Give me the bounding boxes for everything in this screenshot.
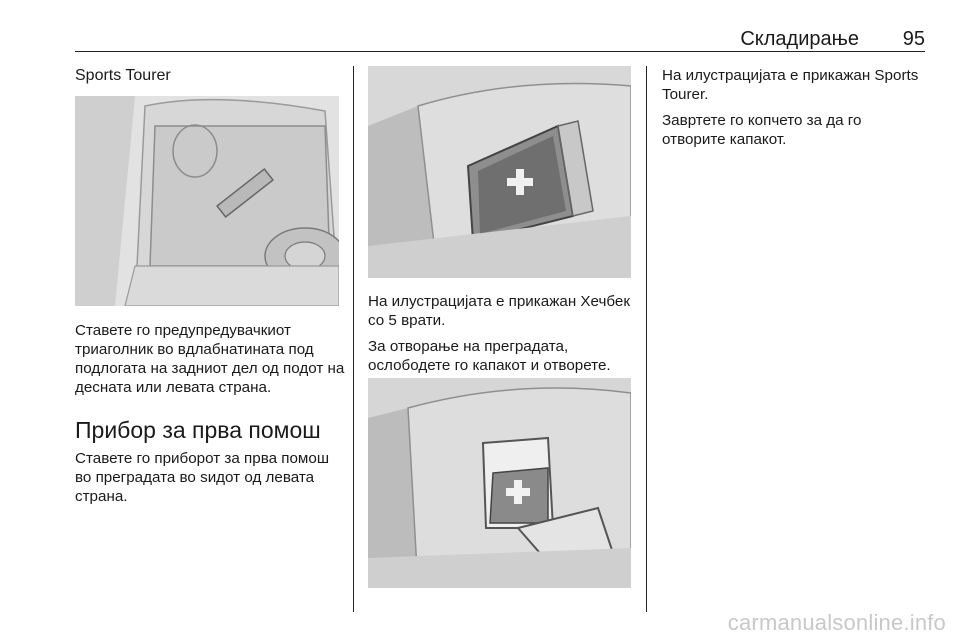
figure-first-aid-hatchback [368, 66, 631, 278]
sports-tourer-compartment-illustration [368, 378, 631, 588]
left-column-body [75, 321, 345, 506]
caption-hatchback: На илустрацијата е прикажан Хечбек со 5 врати. [368, 293, 631, 329]
subheading-sports-tourer: Sports Tourer [75, 67, 171, 84]
right-column-text [662, 66, 924, 149]
section-title: Складирање [740, 28, 859, 50]
figure-warning-triangle-trunk [75, 96, 339, 306]
column-divider-left [353, 66, 354, 612]
page-header [75, 28, 925, 50]
caption-turn-knob: Завртете го копчето за да го отворите капакот. [662, 112, 862, 148]
page-number: 95 [902, 28, 925, 50]
watermark: carmanualsonline.info [727, 610, 946, 635]
header-rule [75, 51, 925, 52]
hatchback-compartment-illustration [368, 66, 631, 278]
paragraph-first-aid-kit: Ставете го приборот за прва помош во преградата во ѕидот од левата страна. [75, 450, 330, 505]
middle-column-text [368, 292, 640, 375]
figure-first-aid-sports-tourer [368, 378, 631, 588]
caption-sports-tourer: На илустрацијата е прикажан Sports Tourer. [662, 67, 919, 103]
heading-first-aid-kit: Прибор за прва помош [75, 417, 321, 443]
left-column-top [75, 66, 345, 85]
caption-open-compartment: За отворање на преградата, ослободете го капакот и отворете. [368, 338, 611, 374]
caption-warning-triangle: Ставете го предупредувачкиот триаголник во вдлабнатината под подлогата на задниот дел од подот на десната или левата страна. [75, 322, 345, 396]
column-divider-right [646, 66, 647, 612]
trunk-floor-illustration [75, 96, 339, 306]
